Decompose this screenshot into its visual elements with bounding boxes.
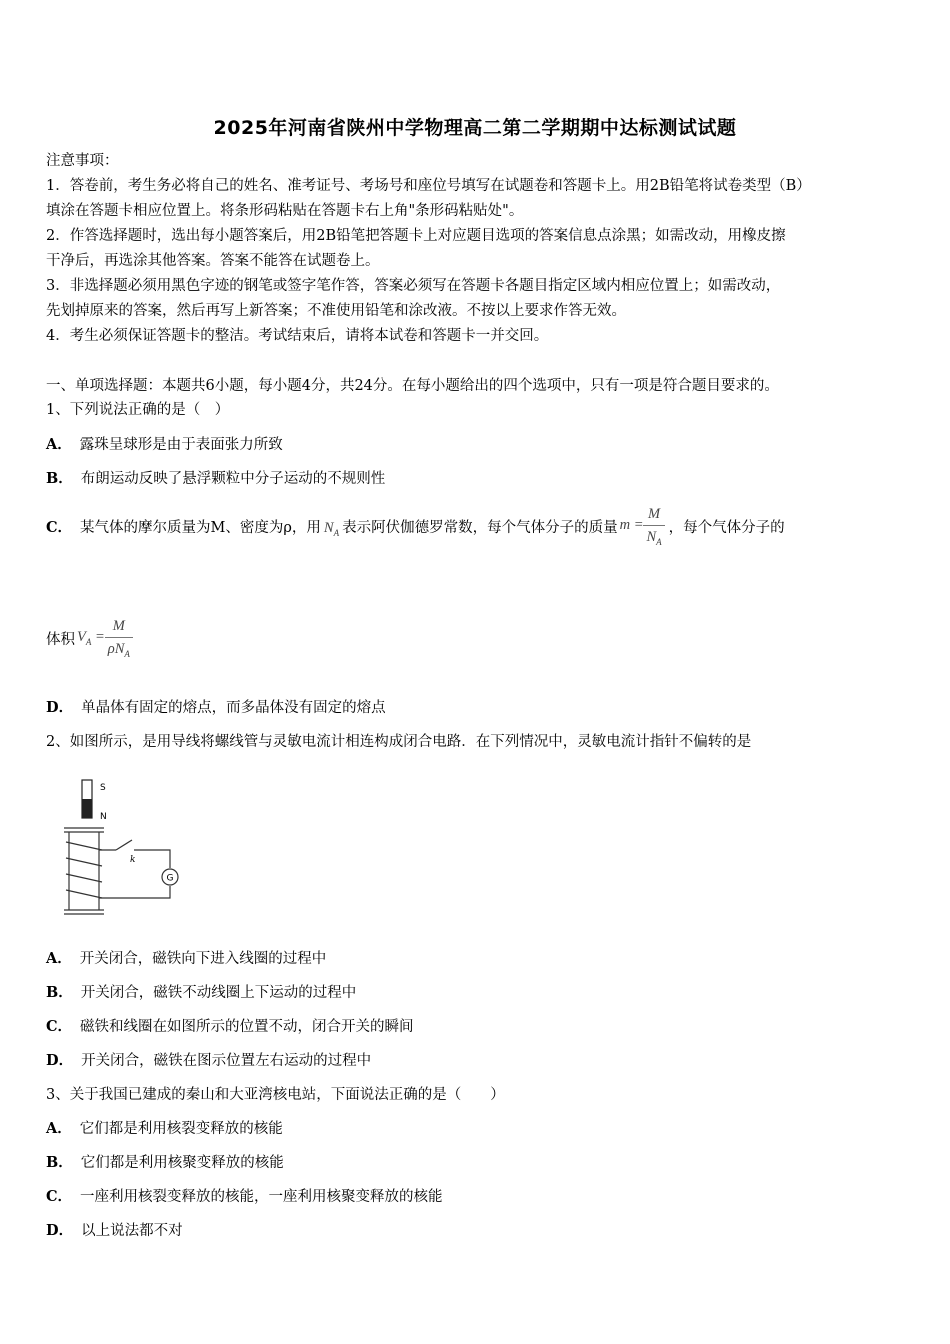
page-title: 2025年河南省陕州中学物理高二第二学期期中达标测试试题 <box>213 117 737 139</box>
option-text: 露珠呈球形是由于表面张力所致 <box>79 437 283 453</box>
option-text: 某气体的摩尔质量为M、密度为ρ，用 <box>80 519 321 536</box>
avogadro-symbol: $N_A$ <box>323 519 340 538</box>
volume-label: 体积 <box>46 631 75 648</box>
volume-symbol: $V_A$ = <box>77 629 105 647</box>
option-letter: B． <box>46 984 73 1001</box>
q1-option-a <box>46 435 283 455</box>
option-text-end: ，每个气体分子的 <box>668 519 785 536</box>
option-text: 布朗运动反映了悬浮颗粒中分子运动的不规则性 <box>80 471 386 487</box>
option-letter: B． <box>46 1154 73 1171</box>
section-heading: 一、单项选择题：本题共6小题，每小题4分，共24分。在每小题给出的四个选项中，只有一项是符合题目要求的。 <box>46 378 779 394</box>
mass-formula: m = <box>619 517 644 533</box>
option-text: 开关闭合，磁铁向下进入线圈的过程中 <box>79 951 327 967</box>
notice-heading: 注意事项： <box>46 153 119 169</box>
q2-option-d <box>46 1051 371 1071</box>
magnet-label-s: S <box>100 783 106 793</box>
notice-line-3b: 先划掉原来的答案，然后再写上新答案；不准使用铅笔和涂改液。不按以上要求作答无效。 <box>46 303 626 319</box>
option-letter: B． <box>46 470 73 487</box>
galvanometer-label: G <box>166 873 174 884</box>
option-text: 一座利用核裂变释放的核能，一座利用核聚变释放的核能 <box>80 1189 443 1205</box>
option-letter: D． <box>46 699 74 716</box>
notice-line-4: 4．考生必须保证答题卡的整洁。考试结束后，请将本试卷和答题卡一并交回。 <box>46 328 549 344</box>
option-text: 磁铁和线圈在如图所示的位置不动，闭合开关的瞬间 <box>80 1019 414 1035</box>
option-letter: A． <box>46 436 72 453</box>
option-letter: C． <box>46 1018 73 1035</box>
q3-stem: 3、关于我国已建成的秦山和大亚湾核电站，下面说法正确的是（ ） <box>46 1087 505 1103</box>
solenoid-circuit-figure <box>58 776 188 921</box>
option-text: 开关闭合，磁铁不动线圈上下运动的过程中 <box>80 985 357 1001</box>
option-text: 单晶体有固定的熔点，而多晶体没有固定的熔点 <box>81 700 386 716</box>
q1-option-d <box>46 698 386 718</box>
mass-fraction: $\frac{M}{N_A}$ <box>643 503 664 553</box>
option-letter: A． <box>46 1120 72 1137</box>
solenoid-coil <box>64 828 170 914</box>
volume-fraction: $\frac{M}{\rho N_A}$ <box>105 615 133 665</box>
option-text: 它们都是利用核聚变释放的核能 <box>80 1155 284 1171</box>
option-letter: D． <box>46 1052 74 1069</box>
q3-option-a <box>46 1119 283 1139</box>
notice-line-1b: 填涂在答题卡相应位置上。将条形码粘贴在答题卡右上角"条形码粘贴处"。 <box>46 203 524 219</box>
option-text: 以上说法都不对 <box>81 1223 183 1239</box>
q1-option-c-volume <box>46 615 133 665</box>
option-text: 开关闭合，磁铁在图示位置左右运动的过程中 <box>81 1053 372 1069</box>
q1-option-c <box>46 503 785 555</box>
q1-stem: 1、下列说法正确的是（ ） <box>46 402 230 418</box>
q1-option-b <box>46 469 385 489</box>
option-text: 它们都是利用核裂变释放的核能 <box>79 1121 283 1137</box>
option-letter: A． <box>46 950 72 967</box>
q2-option-b <box>46 983 356 1003</box>
q3-option-b <box>46 1153 284 1173</box>
q2-stem: 2、如图所示，是用导线将螺线管与灵敏电流计相连构成闭合电路．在下列情况中，灵敏电流计指针不偏转的是 <box>46 734 752 750</box>
notice-line-2b: 干净后，再选涂其他答案。答案不能答在试题卷上。 <box>46 253 380 269</box>
option-letter: C． <box>46 1188 73 1205</box>
notice-line-1a: 1．答卷前，考生务必将自己的姓名、准考证号、考场号和座位号填写在试题卷和答题卡上。用2B铅笔将试卷类型（B） <box>46 178 811 194</box>
switch-label: k <box>130 855 136 865</box>
option-letter: D． <box>46 1222 74 1239</box>
q2-option-c <box>46 1017 414 1037</box>
option-text-cont: 表示阿伏伽德罗常数，每个气体分子的质量 <box>342 519 618 536</box>
bar-magnet <box>82 780 92 818</box>
q3-option-d <box>46 1221 183 1241</box>
option-letter: C． <box>46 518 73 536</box>
magnet-label-n: N <box>100 812 107 822</box>
notice-line-2a: 2．作答选择题时，选出每小题答案后，用2B铅笔把答题卡上对应题目选项的答案信息点涂黑；如需改动，用橡皮擦 <box>46 228 786 244</box>
q3-option-c <box>46 1187 443 1207</box>
notice-line-3a: 3．非选择题必须用黑色字迹的钢笔或签字笔作答，答案必须写在答题卡各题目指定区域内相应位置上；如需改动， <box>46 278 781 294</box>
q2-option-a <box>46 949 326 969</box>
